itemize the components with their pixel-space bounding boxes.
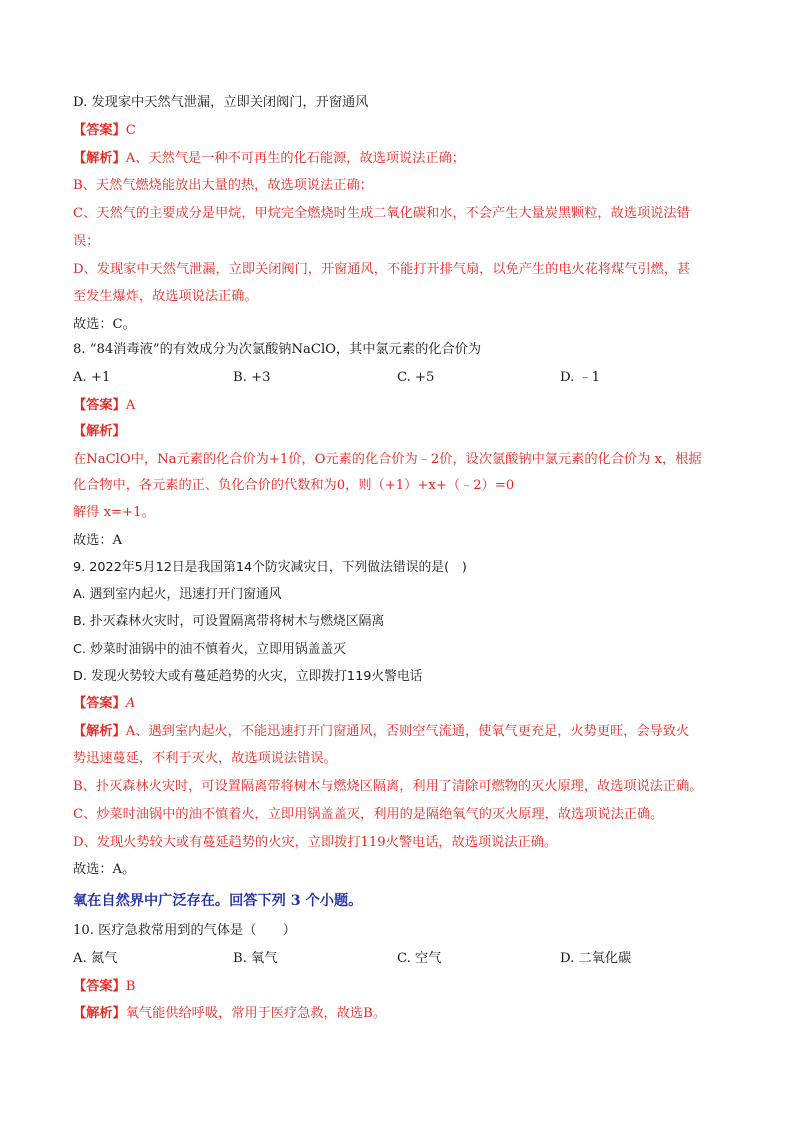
q8-answer-value: A (125, 398, 136, 413)
q10-answer-value: B (125, 979, 136, 994)
section-heading: 氧在自然界中广泛存在。回答下列 3 个小题。 (73, 893, 363, 909)
q9-option-a: A. 遇到室内起火，迅速打开门窗通风 (73, 587, 282, 602)
q9-analysis-line-4: C、炒菜时油锅中的油不慎着火，立即用锅盖盖灭，利用的是隔绝氧气的灭火原理，故选项说法正确。 (73, 807, 664, 822)
q9-answer-line (73, 695, 733, 713)
q10-analysis-line-1: 【解析】氧气能供给呼吸，常用于医疗急救，故选B。 (73, 1006, 387, 1021)
q7-choice: 故选：C。 (73, 317, 136, 332)
q7-analysis-line-3: C、天然气的主要成分是甲烷，甲烷完全燃烧时生成二氧化碳和水，不会产生大量炭黑颗粒，故选项说法错 (73, 206, 690, 221)
q10-answer-line (73, 978, 733, 996)
q10-stem: 10. 医疗急救常用到的气体是（ ） (73, 923, 296, 938)
q9-choice: 故选：A。 (73, 862, 136, 877)
analysis-tag: 【解析】 (73, 151, 126, 166)
q8-option-a: A. +1 (73, 370, 111, 385)
q10-option-d: D. 二氧化碳 (560, 951, 632, 966)
q10-option-a: A. 氮气 (73, 951, 118, 966)
q8-analysis-tag-line (73, 423, 733, 441)
q9-analysis-line-5: D、发现火势较大或有蔓延趋势的火灾，立即拨打119火警电话，故选项说法正确。 (73, 835, 558, 850)
q7-option-d: D. 发现家中天然气泄漏，立即关闭阀门，开窗通风 (73, 95, 369, 110)
q8-analysis-line-2: 化合物中，各元素的正、负化合价的代数和为0，则（+1）+x+（﹣2）=0 (73, 478, 515, 493)
q7-analysis-line-4: 误； (73, 234, 100, 249)
answer-tag: 【答案】 (73, 696, 126, 711)
q9-option-d: D. 发现火势较大或有蔓延趋势的火灾，立即拨打119火警电话 (73, 669, 423, 684)
q10-option-c: C. 空气 (397, 951, 442, 966)
q9-option-c: C. 炒菜时油锅中的油不慎着火，立即用锅盖盖灭 (73, 642, 347, 657)
answer-tag: 【答案】 (73, 123, 126, 138)
q8-option-d: D. ﹣1 (560, 370, 601, 385)
analysis-tag: 【解析】 (73, 424, 126, 439)
q7-analysis-line-2: B、天然气燃烧能放出大量的热，故选项说法正确； (73, 178, 373, 193)
analysis-tag: 【解析】 (73, 1006, 126, 1021)
q9-analysis-line-2: 势迅速蔓延，不利于灭火，故选项说法错误。 (73, 751, 337, 766)
q7-analysis-line-6: 至发生爆炸，故选项说法正确。 (73, 289, 258, 304)
q7-answer-line (73, 122, 733, 140)
q7-analysis-line-1: 【解析】A、天然气是一种不可再生的化石能源，故选项说法正确； (73, 151, 465, 166)
analysis-tag: 【解析】 (73, 724, 126, 739)
q8-choice: 故选：A (73, 533, 123, 548)
q7-answer-value: C (125, 123, 136, 138)
answer-tag: 【答案】 (73, 979, 126, 994)
q8-answer-line (73, 397, 733, 415)
q9-analysis-line-3: B、扑灭森林火灾时，可设置隔离带将树木与燃烧区隔离，利用了清除可燃物的灭火原理，故选项说法正确。 (73, 779, 703, 794)
q8-option-c: C. +5 (397, 370, 435, 385)
q9-analysis-line-1: 【解析】A、遇到室内起火，不能迅速打开门窗通风，否则空气流通，使氧气更充足，火势更旺，会导致火 (73, 724, 690, 739)
q9-answer-value: A (125, 696, 136, 711)
q10-option-b: B. 氧气 (233, 951, 278, 966)
answer-tag: 【答案】 (73, 398, 126, 413)
q8-option-b: B. +3 (233, 370, 271, 385)
q9-option-b: B. 扑灭森林火灾时，可设置隔离带将树木与燃烧区隔离 (73, 614, 385, 629)
q8-analysis-line-3: 解得 x=+1。 (73, 505, 155, 520)
q8-stem: 8. “84消毒液”的有效成分为次氯酸钠NaClO，其中氯元素的化合价为 (73, 342, 482, 357)
q8-analysis-line-1: 在NaClO中，Na元素的化合价为+1价，O元素的化合价为﹣2价，设次氯酸钠中氯元素的化合价为 x，根据 (73, 452, 702, 467)
q9-stem: 9. 2022年5月12日是我国第14个防灾减灾日，下列做法错误的是( ) (73, 560, 467, 575)
q7-analysis-line-5: D、发现家中天然气泄漏，立即关闭阀门，开窗通风，不能打开排气扇，以免产生的电火花将煤气引燃，甚 (73, 262, 691, 277)
